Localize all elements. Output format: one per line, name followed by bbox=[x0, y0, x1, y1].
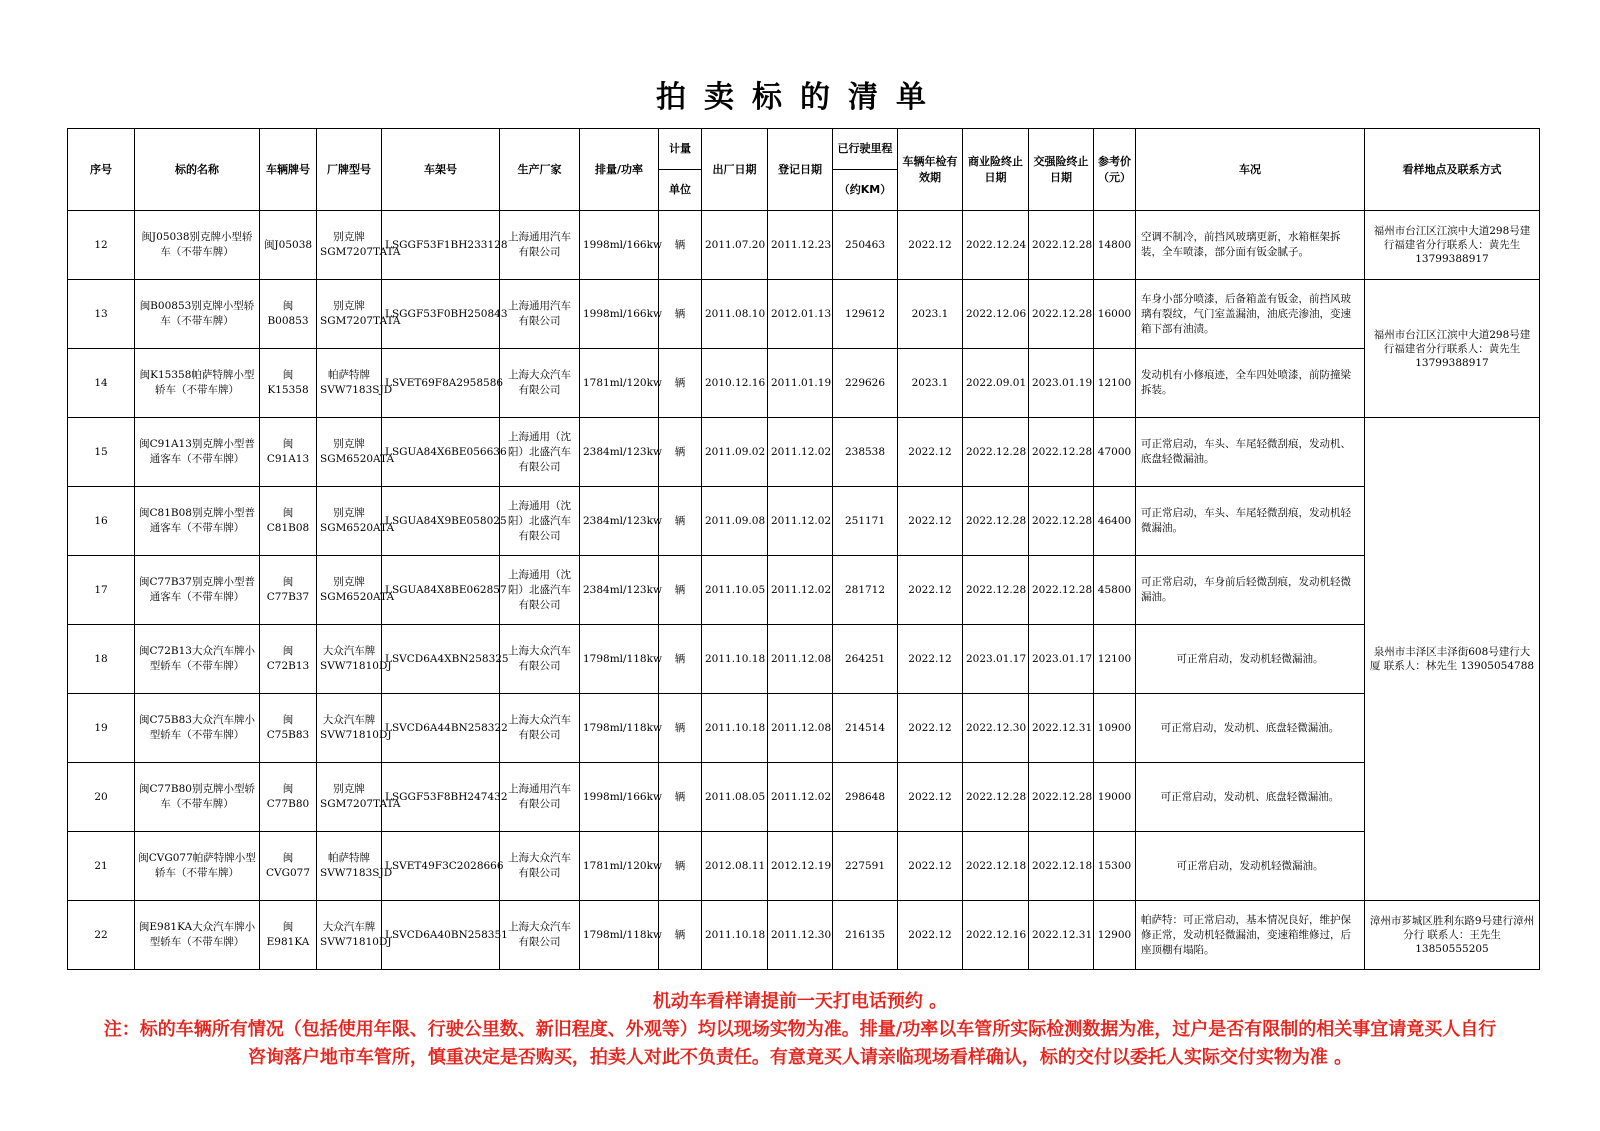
cell-vin: LSGGF53F8BH247432 bbox=[382, 763, 500, 832]
table-row bbox=[68, 901, 1540, 970]
cell-comm-ins: 2022.12.28 bbox=[963, 487, 1029, 556]
cell-unit: 辆 bbox=[659, 280, 702, 349]
cell-model: 帕萨特牌SVW7183SJD bbox=[317, 832, 382, 901]
cell-condition: 发动机有小修痕迹，全车四处喷漆，前防撞梁拆装。 bbox=[1136, 349, 1365, 418]
cell-comp-ins: 2023.01.17 bbox=[1029, 625, 1094, 694]
cell-unit: 辆 bbox=[659, 349, 702, 418]
cell-seq: 17 bbox=[68, 556, 135, 625]
cell-inspect: 2022.12 bbox=[898, 901, 963, 970]
cell-maker: 上海通用汽车有限公司 bbox=[500, 280, 580, 349]
cell-reg-date: 2011.12.02 bbox=[768, 487, 833, 556]
cell-unit: 辆 bbox=[659, 763, 702, 832]
cell-seq: 16 bbox=[68, 487, 135, 556]
notes-block bbox=[100, 988, 1500, 1072]
header-mileage-top: 已行驶里程 bbox=[833, 129, 898, 170]
cell-name: 闽E981KA大众汽车牌小型轿车（不带车牌） bbox=[135, 901, 260, 970]
auction-table bbox=[67, 128, 1540, 970]
table-row bbox=[68, 832, 1540, 901]
cell-seq: 19 bbox=[68, 694, 135, 763]
table-header-row bbox=[68, 129, 1540, 170]
cell-reg-date: 2011.12.02 bbox=[768, 418, 833, 487]
cell-comp-ins: 2023.01.19 bbox=[1029, 349, 1094, 418]
cell-power: 2384ml/123kw bbox=[580, 487, 659, 556]
cell-condition: 可正常启动，发动机、底盘轻微漏油。 bbox=[1136, 694, 1365, 763]
cell-seq: 20 bbox=[68, 763, 135, 832]
header-unit-top: 计量 bbox=[659, 129, 702, 170]
cell-contact: 漳州市芗城区胜利东路9号建行漳州分行 联系人：王先生 13850555205 bbox=[1365, 901, 1540, 970]
cell-price: 12900 bbox=[1094, 901, 1136, 970]
cell-maker: 上海大众汽车有限公司 bbox=[500, 625, 580, 694]
cell-price: 10900 bbox=[1094, 694, 1136, 763]
cell-comp-ins: 2022.12.28 bbox=[1029, 418, 1094, 487]
header-seq: 序号 bbox=[68, 129, 135, 211]
cell-vin: LSGGF53F0BH250843 bbox=[382, 280, 500, 349]
cell-seq: 21 bbox=[68, 832, 135, 901]
header-price: 参考价（元） bbox=[1094, 129, 1136, 211]
cell-comm-ins: 2022.09.01 bbox=[963, 349, 1029, 418]
cell-plate: 闽C75B83 bbox=[260, 694, 317, 763]
cell-vin: LSGUA84X6BE056636 bbox=[382, 418, 500, 487]
header-inspect: 车辆年检有效期 bbox=[898, 129, 963, 211]
cell-comp-ins: 2022.12.31 bbox=[1029, 694, 1094, 763]
cell-condition: 可正常启动，车头、车尾轻微刮痕，发动机、底盘轻微漏油。 bbox=[1136, 418, 1365, 487]
header-reg-date: 登记日期 bbox=[768, 129, 833, 211]
cell-maker: 上海通用汽车有限公司 bbox=[500, 211, 580, 280]
cell-inspect: 2022.12 bbox=[898, 487, 963, 556]
cell-mileage: 298648 bbox=[833, 763, 898, 832]
cell-seq: 13 bbox=[68, 280, 135, 349]
cell-price: 19000 bbox=[1094, 763, 1136, 832]
cell-mfg-date: 2011.10.05 bbox=[702, 556, 768, 625]
cell-comp-ins: 2022.12.28 bbox=[1029, 556, 1094, 625]
cell-power: 1998ml/166kw bbox=[580, 211, 659, 280]
cell-mfg-date: 2010.12.16 bbox=[702, 349, 768, 418]
cell-unit: 辆 bbox=[659, 625, 702, 694]
cell-model: 别克牌SGM6520ATA bbox=[317, 556, 382, 625]
cell-condition: 可正常启动，发动机轻微漏油。 bbox=[1136, 625, 1365, 694]
cell-maker: 上海通用（沈阳）北盛汽车有限公司 bbox=[500, 418, 580, 487]
cell-inspect: 2022.12 bbox=[898, 418, 963, 487]
cell-unit: 辆 bbox=[659, 418, 702, 487]
cell-reg-date: 2011.12.08 bbox=[768, 625, 833, 694]
cell-model: 别克牌SGM7207TATA bbox=[317, 280, 382, 349]
cell-seq: 22 bbox=[68, 901, 135, 970]
cell-inspect: 2022.12 bbox=[898, 556, 963, 625]
header-plate: 车辆牌号 bbox=[260, 129, 317, 211]
cell-model: 大众汽车牌SVW71810DJ bbox=[317, 625, 382, 694]
cell-power: 1798ml/118kw bbox=[580, 901, 659, 970]
cell-model: 大众汽车牌SVW71810DJ bbox=[317, 901, 382, 970]
cell-mileage: 129612 bbox=[833, 280, 898, 349]
cell-price: 12100 bbox=[1094, 349, 1136, 418]
cell-mfg-date: 2011.10.18 bbox=[702, 901, 768, 970]
cell-vin: LSVCD6A44BN258322 bbox=[382, 694, 500, 763]
cell-mileage: 229626 bbox=[833, 349, 898, 418]
cell-comm-ins: 2022.12.06 bbox=[963, 280, 1029, 349]
cell-model: 别克牌SGM7207TATA bbox=[317, 763, 382, 832]
cell-maker: 上海通用（沈阳）北盛汽车有限公司 bbox=[500, 556, 580, 625]
cell-unit: 辆 bbox=[659, 832, 702, 901]
cell-mfg-date: 2011.09.02 bbox=[702, 418, 768, 487]
cell-unit: 辆 bbox=[659, 901, 702, 970]
cell-name: 闽C75B83大众汽车牌小型轿车（不带车牌） bbox=[135, 694, 260, 763]
cell-inspect: 2022.12 bbox=[898, 625, 963, 694]
cell-condition: 车身小部分喷漆，后备箱盖有钣金，前挡风玻璃有裂纹，气门室盖漏油，油底壳渗油，变速箱下部有油渍。 bbox=[1136, 280, 1365, 349]
cell-maker: 上海通用汽车有限公司 bbox=[500, 763, 580, 832]
cell-contact: 福州市台江区江滨中大道298号建行福建省分行联系人：黄先生 13799388917 bbox=[1365, 280, 1540, 418]
header-mfg-date: 出厂日期 bbox=[702, 129, 768, 211]
cell-inspect: 2022.12 bbox=[898, 211, 963, 280]
cell-comm-ins: 2022.12.28 bbox=[963, 418, 1029, 487]
cell-name: 闽C91A13别克牌小型普通客车（不带车牌） bbox=[135, 418, 260, 487]
table-row bbox=[68, 625, 1540, 694]
cell-unit: 辆 bbox=[659, 694, 702, 763]
cell-vin: LSVET69F8A2958586 bbox=[382, 349, 500, 418]
table-row bbox=[68, 487, 1540, 556]
cell-price: 45800 bbox=[1094, 556, 1136, 625]
cell-plate: 闽C77B80 bbox=[260, 763, 317, 832]
cell-mileage: 251171 bbox=[833, 487, 898, 556]
cell-name: 闽C81B08别克牌小型普通客车（不带车牌） bbox=[135, 487, 260, 556]
header-power: 排量/功率 bbox=[580, 129, 659, 211]
header-comp-ins: 交强险终止日期 bbox=[1029, 129, 1094, 211]
cell-inspect: 2023.1 bbox=[898, 349, 963, 418]
cell-mfg-date: 2011.08.05 bbox=[702, 763, 768, 832]
auction-table-container bbox=[67, 128, 1539, 970]
cell-name: 闽C77B80别克牌小型轿车（不带车牌） bbox=[135, 763, 260, 832]
cell-reg-date: 2011.12.02 bbox=[768, 556, 833, 625]
table-row bbox=[68, 763, 1540, 832]
cell-name: 闽C72B13大众汽车牌小型轿车（不带车牌） bbox=[135, 625, 260, 694]
cell-name: 闽B00853别克牌小型轿车（不带车牌） bbox=[135, 280, 260, 349]
cell-reg-date: 2011.01.19 bbox=[768, 349, 833, 418]
cell-model: 帕萨特牌SVW7183SJD bbox=[317, 349, 382, 418]
cell-maker: 上海通用（沈阳）北盛汽车有限公司 bbox=[500, 487, 580, 556]
cell-inspect: 2023.1 bbox=[898, 280, 963, 349]
cell-vin: LSVCD6A4XBN258325 bbox=[382, 625, 500, 694]
cell-mileage: 264251 bbox=[833, 625, 898, 694]
cell-model: 别克牌SGM6520ATA bbox=[317, 487, 382, 556]
cell-model: 别克牌SGM6520ATA bbox=[317, 418, 382, 487]
cell-name: 闽K15358帕萨特牌小型轿车（不带车牌） bbox=[135, 349, 260, 418]
cell-comm-ins: 2023.01.17 bbox=[963, 625, 1029, 694]
cell-unit: 辆 bbox=[659, 556, 702, 625]
cell-comp-ins: 2022.12.28 bbox=[1029, 487, 1094, 556]
cell-condition: 空调不制冷，前挡风玻璃更新，水箱框架拆装，全车喷漆，部分面有钣金腻子。 bbox=[1136, 211, 1365, 280]
cell-seq: 18 bbox=[68, 625, 135, 694]
cell-vin: LSVET49F3C2028666 bbox=[382, 832, 500, 901]
table-row bbox=[68, 211, 1540, 280]
cell-comm-ins: 2022.12.30 bbox=[963, 694, 1029, 763]
cell-plate: 闽B00853 bbox=[260, 280, 317, 349]
header-condition: 车况 bbox=[1136, 129, 1365, 211]
cell-comm-ins: 2022.12.18 bbox=[963, 832, 1029, 901]
table-row bbox=[68, 418, 1540, 487]
cell-mileage: 216135 bbox=[833, 901, 898, 970]
cell-maker: 上海大众汽车有限公司 bbox=[500, 832, 580, 901]
note-disclaimer: 注：标的车辆所有情况（包括使用年限、行驶公里数、新旧程度、外观等）均以现场实物为准。排量/功率以车管所实际检测数据为准，过户是否有限制的相关事宜请竟买人自行咨询落户地市车管所，慎重决定是否购买，拍卖人对此不负责任。有意竟买人请亲临现场看样确认，标的交付以委托人实际交付实物为准 。 bbox=[103, 1019, 1497, 1068]
cell-plate: 闽C91A13 bbox=[260, 418, 317, 487]
cell-reg-date: 2011.12.02 bbox=[768, 763, 833, 832]
cell-plate: 闽K15358 bbox=[260, 349, 317, 418]
cell-name: 闽C77B37别克牌小型普通客车（不带车牌） bbox=[135, 556, 260, 625]
page-title: 拍卖标的清单 bbox=[656, 80, 944, 115]
header-model: 厂牌型号 bbox=[317, 129, 382, 211]
cell-unit: 辆 bbox=[659, 487, 702, 556]
cell-reg-date: 2011.12.23 bbox=[768, 211, 833, 280]
cell-mileage: 214514 bbox=[833, 694, 898, 763]
cell-unit: 辆 bbox=[659, 211, 702, 280]
cell-inspect: 2022.12 bbox=[898, 694, 963, 763]
cell-seq: 14 bbox=[68, 349, 135, 418]
cell-inspect: 2022.12 bbox=[898, 832, 963, 901]
cell-mfg-date: 2011.09.08 bbox=[702, 487, 768, 556]
cell-power: 2384ml/123kw bbox=[580, 418, 659, 487]
cell-price: 14800 bbox=[1094, 211, 1136, 280]
table-row bbox=[68, 694, 1540, 763]
cell-model: 别克牌SGM7207TATA bbox=[317, 211, 382, 280]
cell-comp-ins: 2022.12.28 bbox=[1029, 280, 1094, 349]
cell-comm-ins: 2022.12.28 bbox=[963, 763, 1029, 832]
cell-name: 闽CVG077帕萨特牌小型轿车（不带车牌） bbox=[135, 832, 260, 901]
cell-condition: 可正常启动，发动机轻微漏油。 bbox=[1136, 832, 1365, 901]
cell-comp-ins: 2022.12.28 bbox=[1029, 763, 1094, 832]
header-maker: 生产厂家 bbox=[500, 129, 580, 211]
cell-condition: 可正常启动，车头、车尾轻微刮痕，发动机轻微漏油。 bbox=[1136, 487, 1365, 556]
cell-power: 1781ml/120kw bbox=[580, 349, 659, 418]
cell-condition: 帕萨特：可正常启动，基本情况良好，维护保修正常，发动机轻微漏油，变速箱维修过，后座顶棚有塌陷。 bbox=[1136, 901, 1365, 970]
cell-reg-date: 2011.12.30 bbox=[768, 901, 833, 970]
cell-comp-ins: 2022.12.18 bbox=[1029, 832, 1094, 901]
cell-inspect: 2022.12 bbox=[898, 763, 963, 832]
note-appointment: 机动车看样请提前一天打电话预约 。 bbox=[652, 991, 948, 1012]
table-body bbox=[68, 211, 1540, 970]
header-comm-ins: 商业险终止日期 bbox=[963, 129, 1029, 211]
cell-mileage: 281712 bbox=[833, 556, 898, 625]
cell-plate: 闽C72B13 bbox=[260, 625, 317, 694]
cell-price: 15300 bbox=[1094, 832, 1136, 901]
cell-condition: 可正常启动，发动机、底盘轻微漏油。 bbox=[1136, 763, 1365, 832]
cell-comm-ins: 2022.12.28 bbox=[963, 556, 1029, 625]
cell-seq: 12 bbox=[68, 211, 135, 280]
cell-comm-ins: 2022.12.24 bbox=[963, 211, 1029, 280]
cell-mfg-date: 2011.10.18 bbox=[702, 625, 768, 694]
cell-comp-ins: 2022.12.28 bbox=[1029, 211, 1094, 280]
cell-price: 47000 bbox=[1094, 418, 1136, 487]
cell-power: 2384ml/123kw bbox=[580, 556, 659, 625]
cell-plate: 闽C77B37 bbox=[260, 556, 317, 625]
cell-comm-ins: 2022.12.16 bbox=[963, 901, 1029, 970]
cell-reg-date: 2011.12.08 bbox=[768, 694, 833, 763]
cell-mfg-date: 2012.08.11 bbox=[702, 832, 768, 901]
cell-maker: 上海大众汽车有限公司 bbox=[500, 349, 580, 418]
cell-reg-date: 2012.12.19 bbox=[768, 832, 833, 901]
cell-power: 1998ml/166kw bbox=[580, 280, 659, 349]
cell-mileage: 238538 bbox=[833, 418, 898, 487]
header-mileage-bottom: （约KM） bbox=[833, 170, 898, 211]
cell-name: 闽J05038别克牌小型轿车（不带车牌） bbox=[135, 211, 260, 280]
cell-price: 16000 bbox=[1094, 280, 1136, 349]
cell-contact: 福州市台江区江滨中大道298号建行福建省分行联系人：黄先生 13799388917 bbox=[1365, 211, 1540, 280]
header-name: 标的名称 bbox=[135, 129, 260, 211]
table-row bbox=[68, 280, 1540, 349]
cell-plate: 闽CVG077 bbox=[260, 832, 317, 901]
cell-power: 1798ml/118kw bbox=[580, 625, 659, 694]
cell-plate: 闽C81B08 bbox=[260, 487, 317, 556]
cell-maker: 上海大众汽车有限公司 bbox=[500, 694, 580, 763]
cell-price: 12100 bbox=[1094, 625, 1136, 694]
cell-vin: LSGGF53F1BH233128 bbox=[382, 211, 500, 280]
header-vin: 车架号 bbox=[382, 129, 500, 211]
cell-model: 大众汽车牌SVW71810DJ bbox=[317, 694, 382, 763]
cell-power: 1998ml/166kw bbox=[580, 763, 659, 832]
cell-vin: LSGUA84X8BE062857 bbox=[382, 556, 500, 625]
cell-contact: 泉州市丰泽区丰泽街608号建行大厦 联系人：林先生 13905054788 bbox=[1365, 418, 1540, 901]
cell-mileage: 227591 bbox=[833, 832, 898, 901]
cell-reg-date: 2012.01.13 bbox=[768, 280, 833, 349]
cell-mfg-date: 2011.10.18 bbox=[702, 694, 768, 763]
cell-power: 1798ml/118kw bbox=[580, 694, 659, 763]
cell-vin: LSVCD6A40BN258351 bbox=[382, 901, 500, 970]
cell-comp-ins: 2022.12.31 bbox=[1029, 901, 1094, 970]
cell-price: 46400 bbox=[1094, 487, 1136, 556]
cell-plate: 闽E981KA bbox=[260, 901, 317, 970]
table-row bbox=[68, 556, 1540, 625]
cell-mfg-date: 2011.08.10 bbox=[702, 280, 768, 349]
cell-maker: 上海大众汽车有限公司 bbox=[500, 901, 580, 970]
table-row bbox=[68, 349, 1540, 418]
cell-vin: LSGUA84X9BE058025 bbox=[382, 487, 500, 556]
cell-mileage: 250463 bbox=[833, 211, 898, 280]
cell-mfg-date: 2011.07.20 bbox=[702, 211, 768, 280]
cell-condition: 可正常启动，车身前后轻微刮痕，发动机轻微漏油。 bbox=[1136, 556, 1365, 625]
header-contact: 看样地点及联系方式 bbox=[1365, 129, 1540, 211]
cell-seq: 15 bbox=[68, 418, 135, 487]
cell-power: 1781ml/120kw bbox=[580, 832, 659, 901]
header-unit-bottom: 单位 bbox=[659, 170, 702, 211]
cell-plate: 闽J05038 bbox=[260, 211, 317, 280]
